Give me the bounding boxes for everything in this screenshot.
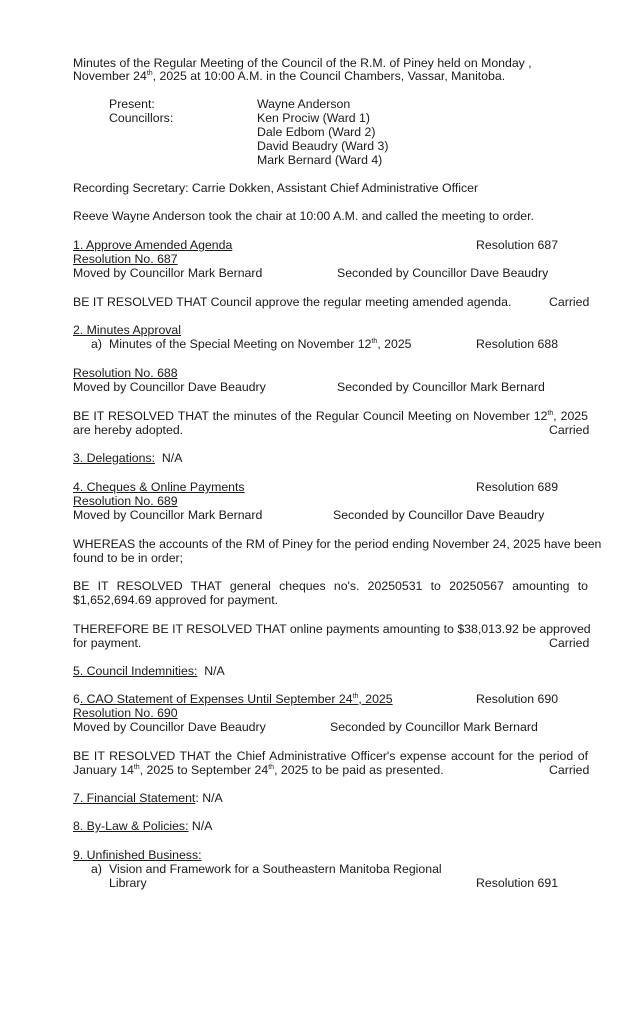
section-1-moved: Moved by Councillor Mark Bernard <box>73 266 263 280</box>
present-label: Present: <box>109 97 155 111</box>
section-6-resolution-no: Resolution No. 690 <box>73 706 178 720</box>
section-9-item-line-2: Library <box>109 876 147 890</box>
ordinal-suffix: th <box>371 338 378 345</box>
section-4-title: 4. Cheques & Online Payments <box>73 480 245 494</box>
section-2-resolved-line-2: are hereby adopted. <box>73 423 184 437</box>
intro-date: November 24 <box>73 69 147 83</box>
call-to-order: Reeve Wayne Anderson took the chair at 10:00 A.M. and called the meeting to order. <box>73 209 534 223</box>
ordinal-suffix: th <box>352 693 359 700</box>
date-end: , 2025 to September 24 <box>139 763 269 777</box>
section-7-title: 7. Financial Statement <box>73 791 196 805</box>
section-6-resolved-line-2 <box>73 763 444 777</box>
section-1-resolution-no: Resolution No. 687 <box>73 252 178 266</box>
councillor-name: Ken Prociw (Ward 1) <box>257 111 370 125</box>
section-3 <box>73 451 182 465</box>
section-2-resolution-no: Resolution No. 688 <box>73 366 178 380</box>
section-4-resolution-no: Resolution No. 689 <box>73 494 178 508</box>
intro-line-1: Minutes of the Regular Meeting of the Council of the R.M. of Piney held on Monday , <box>73 56 532 70</box>
section-4-resolution-ref: Resolution 689 <box>476 480 559 494</box>
section-4-seconded: Seconded by Councillor Dave Beaudry <box>333 508 545 522</box>
section-6-resolved-line-1: BE IT RESOLVED THAT the Chief Administrative Officer's expense account for the period of <box>73 749 588 763</box>
section-7 <box>73 791 223 805</box>
resolved-tail: , 2025 to be paid as presented. <box>274 763 444 777</box>
date-start: January 14 <box>73 763 134 777</box>
section-9-title: 9. Unfinished Business: <box>73 848 202 862</box>
section-3-title: 3. Delegations: <box>73 451 156 465</box>
reeve-name: Wayne Anderson <box>257 97 351 111</box>
section-1-seconded: Seconded by Councillor Dave Beaudry <box>337 266 549 280</box>
resolved-text: BE IT RESOLVED THAT the minutes of the Regular Council Meeting on November 12 <box>73 409 548 423</box>
title-text: . CAO Statement of Expenses Until September 24 <box>79 692 353 706</box>
item-year: , 2025 <box>377 337 412 351</box>
section-1-resolution-ref: Resolution 687 <box>476 238 559 252</box>
section-6-number: 6 <box>73 692 80 706</box>
section-1-status: Carried <box>549 295 590 309</box>
section-4-resolved-line-1: BE IT RESOLVED THAT general cheques no's. 20250531 to 20250567 amounting to <box>73 579 588 593</box>
resolved-year: , 2025 <box>553 409 588 423</box>
intro-location: , 2025 at 10:00 A.M. in the Council Chambers, Vassar, Manitoba. <box>152 69 506 83</box>
section-5-title: 5. Council Indemnities: <box>73 664 198 678</box>
section-6-status: Carried <box>549 763 590 777</box>
item-text: Minutes of the Special Meeting on November 12 <box>109 337 372 351</box>
section-4-moved: Moved by Councillor Mark Bernard <box>73 508 263 522</box>
section-5-value: N/A <box>204 664 225 678</box>
section-2-item-marker: a) <box>91 337 102 351</box>
section-6-title-text <box>80 692 393 706</box>
section-6-title <box>73 692 393 706</box>
section-9-item-marker: a) <box>91 862 102 876</box>
section-2-seconded: Seconded by Councillor Mark Bernard <box>337 380 545 394</box>
ordinal-suffix: th <box>268 764 275 771</box>
section-6-moved: Moved by Councillor Dave Beaudry <box>73 720 266 734</box>
section-4-therefore-line-1: THEREFORE BE IT RESOLVED THAT online payments amounting to $38,013.92 be approved <box>73 622 591 636</box>
councillors-label: Councillors: <box>109 111 174 125</box>
section-8-value: N/A <box>188 819 213 833</box>
section-1-resolved: BE IT RESOLVED THAT Council approve the regular meeting amended agenda. <box>73 295 512 309</box>
section-9-item-line-1: Vision and Framework for a Southeastern Manitoba Regional <box>109 862 442 876</box>
section-6-resolution-ref: Resolution 690 <box>476 692 559 706</box>
section-9-resolution-ref: Resolution 691 <box>476 876 559 890</box>
councillor-name: David Beaudry (Ward 3) <box>257 139 389 153</box>
section-2-resolution-ref: Resolution 688 <box>476 337 559 351</box>
intro-line-2 <box>73 69 505 83</box>
section-3-value: N/A <box>161 451 183 465</box>
section-7-value: : N/A <box>195 791 223 805</box>
ordinal-suffix: th <box>146 70 153 77</box>
section-4-whereas-line-1: WHEREAS the accounts of the RM of Piney for the period ending November 24, 2025 have been <box>73 537 602 551</box>
section-4-status: Carried <box>549 636 590 650</box>
section-4-therefore-line-2: for payment. <box>73 636 142 650</box>
section-4-resolved-line-2: $1,652,694.69 approved for payment. <box>73 593 279 607</box>
section-2-item <box>109 337 412 351</box>
section-8-title: 8. By-Law & Policies: <box>73 819 189 833</box>
section-1-title: 1. Approve Amended Agenda <box>73 238 233 252</box>
recording-secretary: Recording Secretary: Carrie Dokken, Assistant Chief Administrative Officer <box>73 181 479 195</box>
section-8 <box>73 819 212 833</box>
ordinal-suffix: th <box>547 410 554 417</box>
section-2-status: Carried <box>549 423 590 437</box>
councillor-name: Mark Bernard (Ward 4) <box>257 153 383 167</box>
councillor-name: Dale Edbom (Ward 2) <box>257 125 376 139</box>
section-2-moved: Moved by Councillor Dave Beaudry <box>73 380 266 394</box>
section-2-resolved-line-1 <box>73 409 588 423</box>
section-2-title: 2. Minutes Approval <box>73 323 181 337</box>
section-6-seconded: Seconded by Councillor Mark Bernard <box>330 720 538 734</box>
ordinal-suffix: th <box>133 764 140 771</box>
section-4-whereas-line-2: found to be in order; <box>73 551 184 565</box>
title-year: , 2025 <box>358 692 393 706</box>
section-5 <box>73 664 225 678</box>
